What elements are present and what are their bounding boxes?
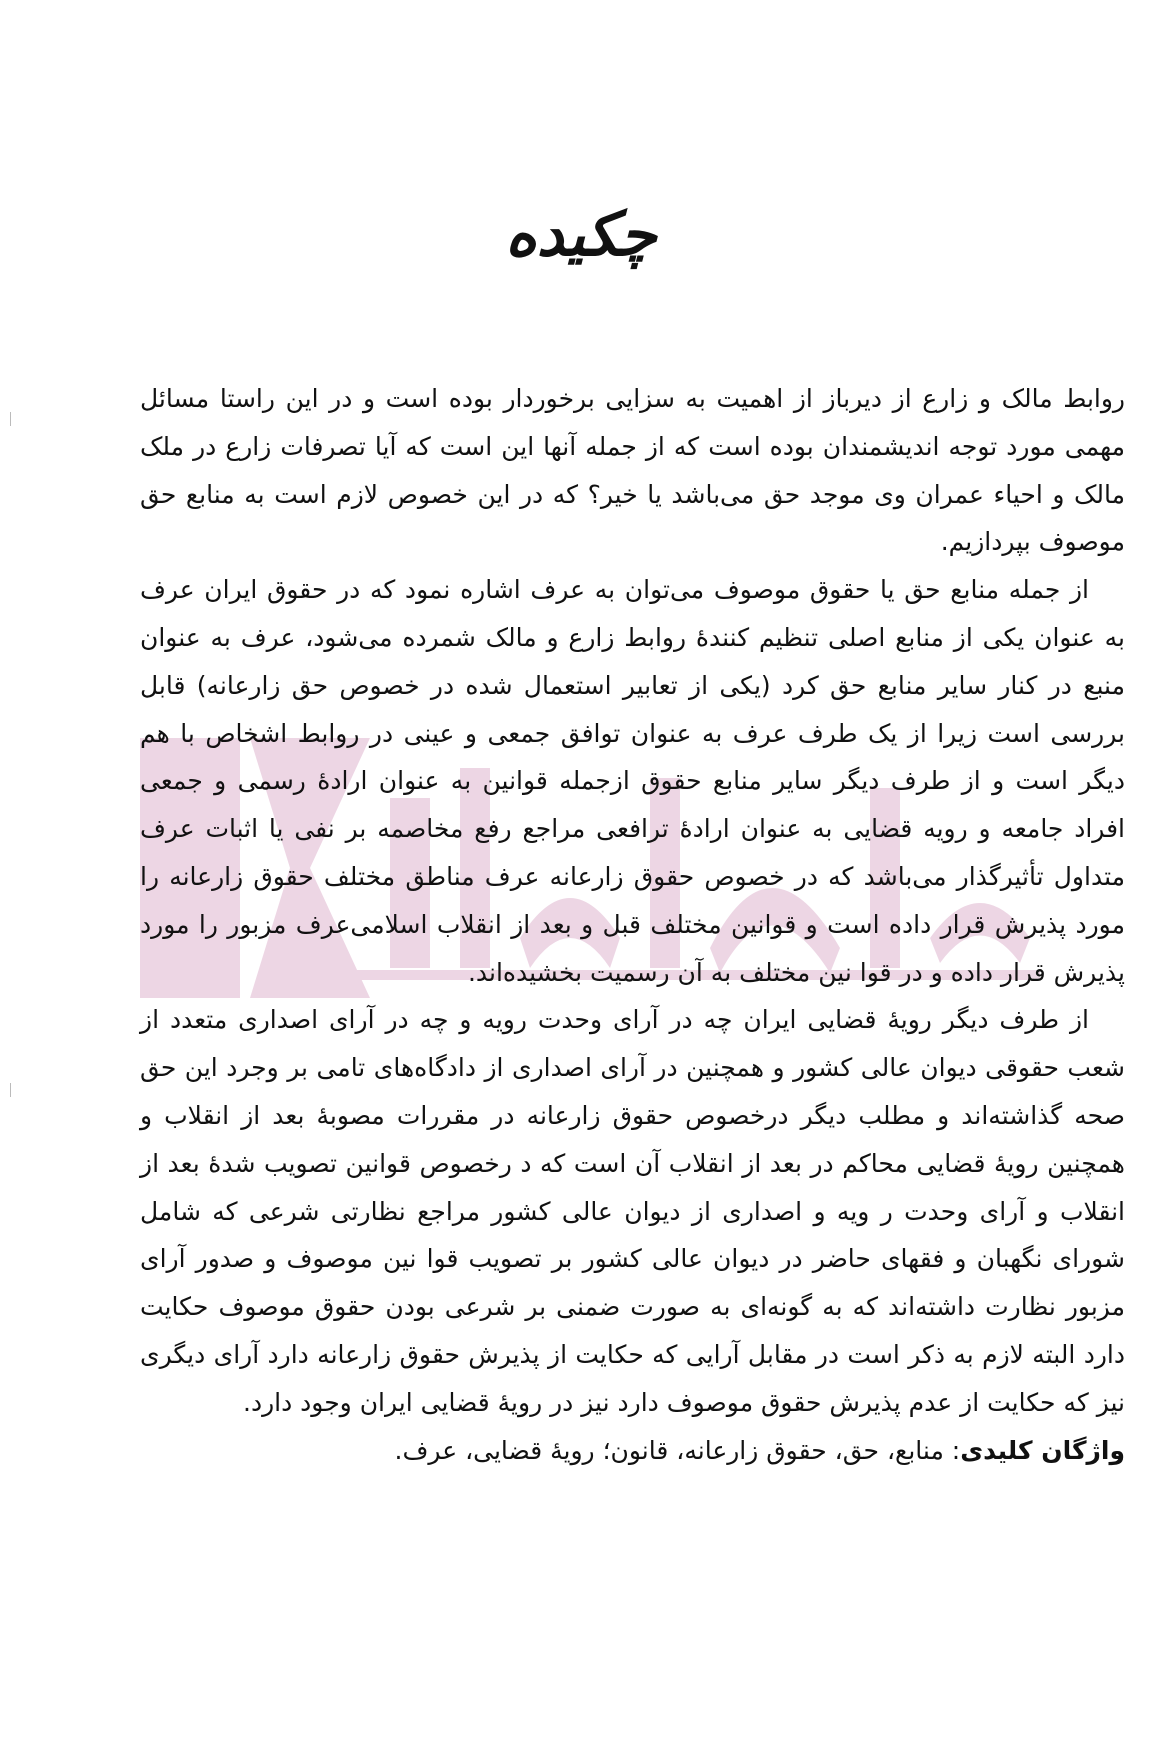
abstract-paragraph-1: روابط مالک و زارع از دیرباز از اهمیت به سزایی برخوردار بوده است و در این راستا مسائل مهمی مورد توجه اندیشمندان بوده است که از جمله آنها این است که آیا تصرفات زارع در ملک مالک و احیاء عمران وی موجد حق می‌باشد یا خیر؟ که در این خصوص لازم است به منابع حق موصوف بپردازیم.	[140, 384, 1125, 557]
keywords-line	[140, 1427, 1125, 1475]
abstract-paragraph-3: از طرف دیگر رویهٔ قضایی ایران چه در آرای وحدت رویه و چه در آرای اصداری متعدد از شعب حقوقی دیوان عالی کشور و همچنین در آرای اصداری از دادگاه‌های تامی بر وجرد این حق صحه گذاشته‌اند و مطلب دیگر درخصوص حقوق زارعانه در مقررات مصوبهٔ بعد از انقلاب و همچنین رویهٔ قضایی محاکم در بعد از انقلاب آن است که د رخصوص قوانین تصویب شدهٔ بعد از انقلاب و آرای وحدت ر ویه و اصداری از دیوان عالی کشور مراجع نظارتی شرعی که شامل شورای نگهبان و فقهای حاضر در دیوان عالی کشور بر تصویب قوا نین موصوف و صدور آرای مزبور نظارت داشته‌اند که به گونه‌ای به صورت ضمنی بر شرعی بودن حقوق موصوف حکایت دارد البته لازم به ذکر است در مقابل آرایی که حکایت از پذیرش حقوق زارعانه دارد آرای دیگری نیز که حکایت از عدم پذیرش حقوق موصوف دارد نیز در رویهٔ قضایی ایران وجود دارد.	[140, 1005, 1125, 1417]
scan-margin-mark	[10, 412, 11, 426]
keywords-label: واژگان کلیدی	[960, 1435, 1125, 1465]
keywords-text: : منابع، حق، حقوق زارعانه، قانون؛ رویهٔ قضایی، عرف.	[394, 1435, 961, 1465]
abstract-paragraph-2: از جمله منابع حق یا حقوق موصوف می‌توان به عرف اشاره نمود که در حقوق ایران عرف به عنوان یکی از منابع اصلی تنظیم کنندهٔ روابط زارع و مالک شمرده می‌شود، عرف به عنوان منبع در کنار سایر منابع حق کرد (یکی از تعابیر استعمال شده در خصوص حق زارعانه) قابل بررسی است زیرا از یک طرف عرف به عنوان توافق جمعی و عینی در روابط اشخاص با هم دیگر است و از طرف دیگر سایر منابع حقوق ازجمله قوانین به عنوان ارادهٔ رسمی و جمعی افراد جامعه و رویه قضایی به عنوان ارادهٔ ترافعی مراجع رفع مخاصمه بر نفی یا اثبات عرف متداول تأثیرگذار می‌باشد که در خصوص حقوق زارعانه عرف مناطق مختلف حقوق زارعانه را مورد پذیرش قرار داده است و قوانین مختلف قبل و بعد از انقلاب اسلامی‌عرف مزبور را مورد پذیرش قرار داده و در قوا نین مختلف به آن رسمیت بخشیده‌اند.	[140, 575, 1125, 987]
abstract-title: چکیده	[505, 200, 657, 270]
scan-margin-mark	[10, 1083, 11, 1097]
abstract-body	[140, 375, 1125, 1474]
